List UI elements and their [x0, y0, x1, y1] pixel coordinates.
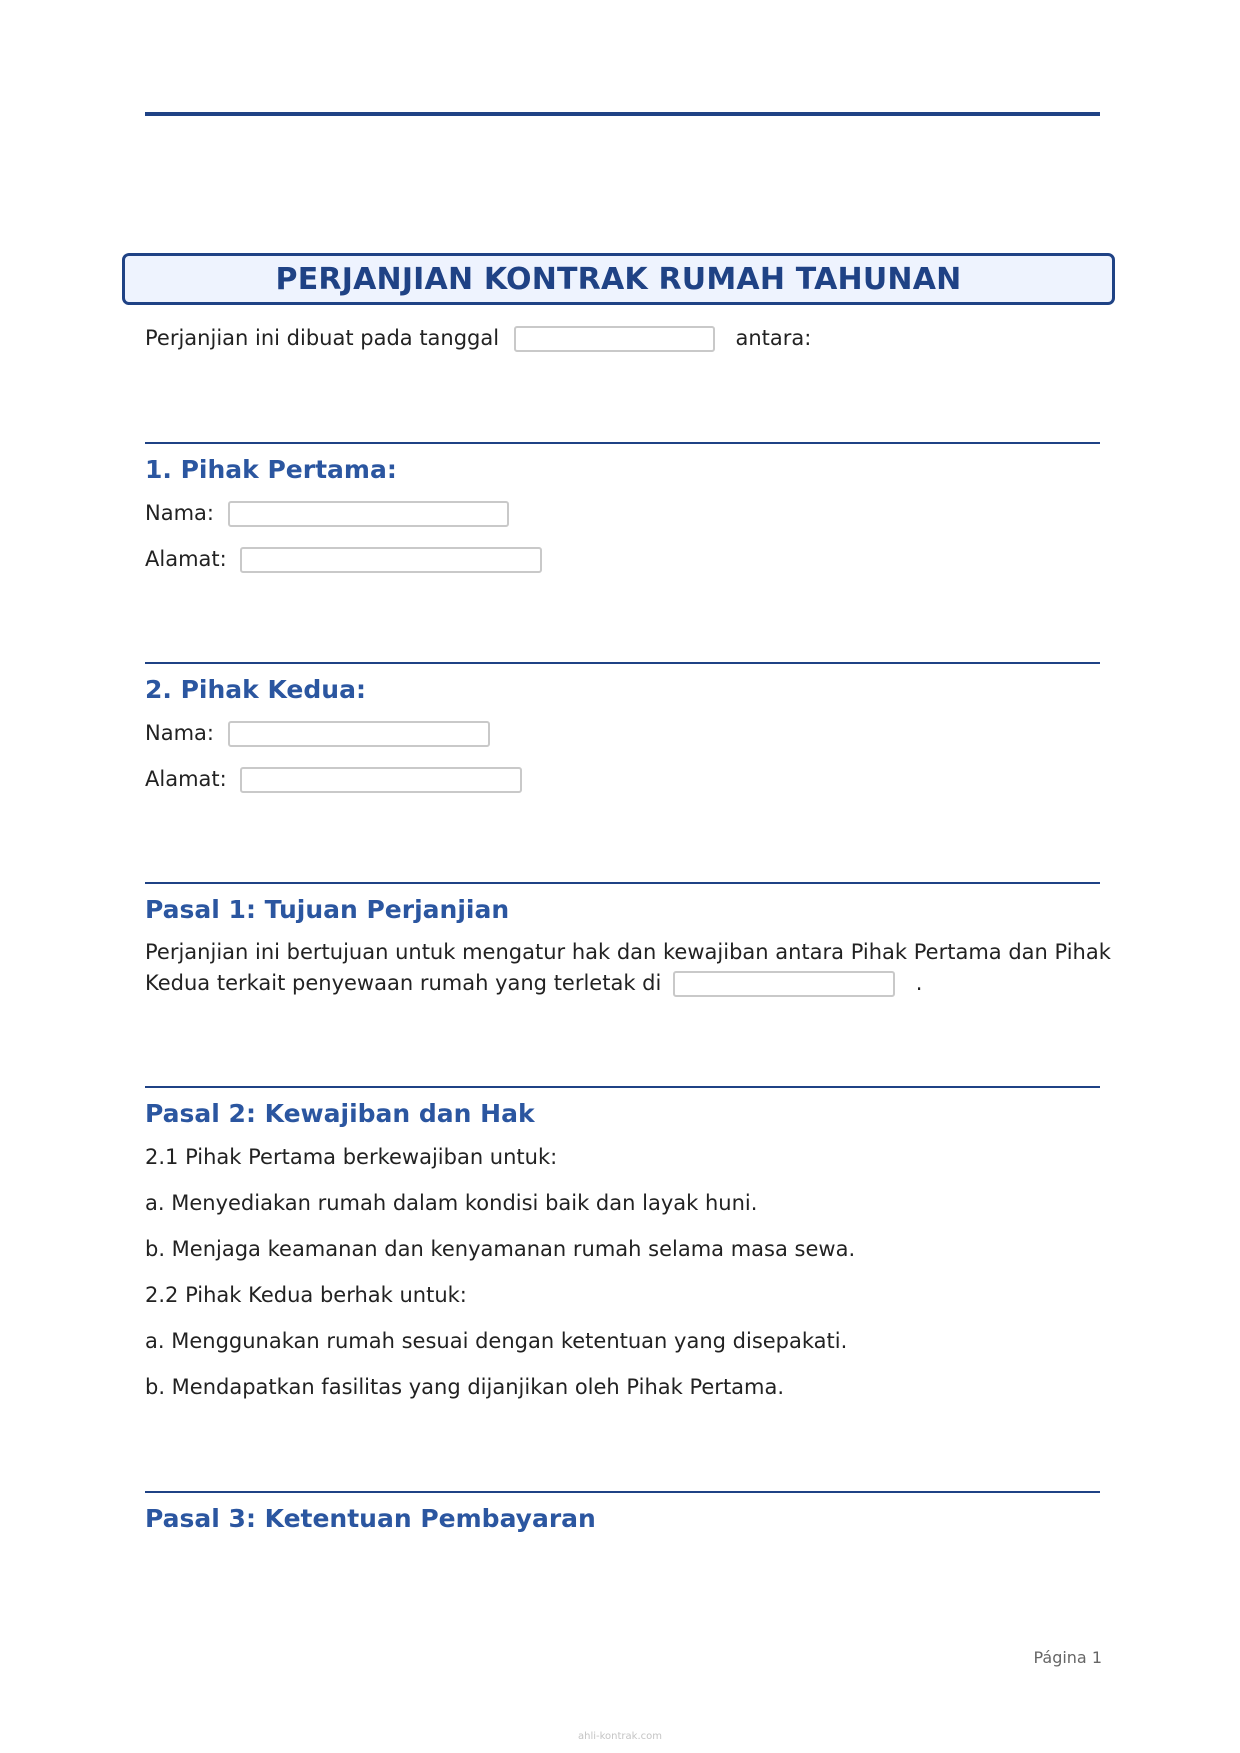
section-divider [145, 442, 1100, 444]
name-label: Nama: [145, 721, 214, 745]
article-2-item: a. Menggunakan rumah sesuai dengan ketentuan yang disepakati. [145, 1329, 848, 1353]
date-field[interactable] [514, 326, 715, 352]
first-party-name-field[interactable] [228, 501, 509, 527]
intro-text-end: antara: [735, 326, 812, 350]
first-party-address-row [145, 544, 542, 574]
section-divider [145, 1086, 1100, 1088]
intro-text: Perjanjian ini dibuat pada tanggal [145, 326, 500, 350]
first-party-address-field[interactable] [240, 547, 542, 573]
address-label: Alamat: [145, 547, 227, 571]
article-2-heading: Pasal 2: Kewajiban dan Hak [145, 1099, 535, 1128]
section-divider [145, 662, 1100, 664]
title-box [122, 253, 1115, 305]
section-divider [145, 1491, 1100, 1493]
first-party-heading: 1. Pihak Pertama: [145, 455, 397, 484]
intro-line [145, 323, 811, 353]
document-title: PERJANJIAN KONTRAK RUMAH TAHUNAN [275, 261, 962, 297]
article-1-text-line-2: Kedua terkait penyewaan rumah yang terletak di [145, 971, 662, 995]
house-location-field[interactable] [673, 971, 895, 997]
first-party-name-row [145, 498, 509, 528]
sentence-end: . [915, 971, 923, 995]
article-3-heading: Pasal 3: Ketentuan Pembayaran [145, 1504, 596, 1533]
article-2-clause: 2.1 Pihak Pertama berkewajiban untuk: [145, 1145, 558, 1169]
second-party-heading: 2. Pihak Kedua: [145, 675, 366, 704]
article-2-clause: 2.2 Pihak Kedua berhak untuk: [145, 1283, 467, 1307]
top-rule [145, 112, 1100, 116]
second-party-address-row [145, 764, 522, 794]
address-label: Alamat: [145, 767, 227, 791]
article-1-heading: Pasal 1: Tujuan Perjanjian [145, 895, 510, 924]
watermark: ahli-kontrak.com [577, 1731, 662, 1742]
section-divider [145, 882, 1100, 884]
article-2-item: b. Mendapatkan fasilitas yang dijanjikan oleh Pihak Pertama. [145, 1375, 785, 1399]
second-party-name-row [145, 718, 490, 748]
second-party-address-field[interactable] [240, 767, 522, 793]
article-1-text-line-1: Perjanjian ini bertujuan untuk mengatur hak dan kewajiban antara Pihak Pertama dan Pihak [145, 940, 1111, 964]
page-number: Página 1 [1033, 1648, 1102, 1667]
second-party-name-field[interactable] [228, 721, 490, 747]
name-label: Nama: [145, 501, 214, 525]
article-2-item: b. Menjaga keamanan dan kenyamanan rumah selama masa sewa. [145, 1237, 856, 1261]
article-2-item: a. Menyediakan rumah dalam kondisi baik dan layak huni. [145, 1191, 758, 1215]
article-1-text-line-2-row [145, 968, 922, 998]
